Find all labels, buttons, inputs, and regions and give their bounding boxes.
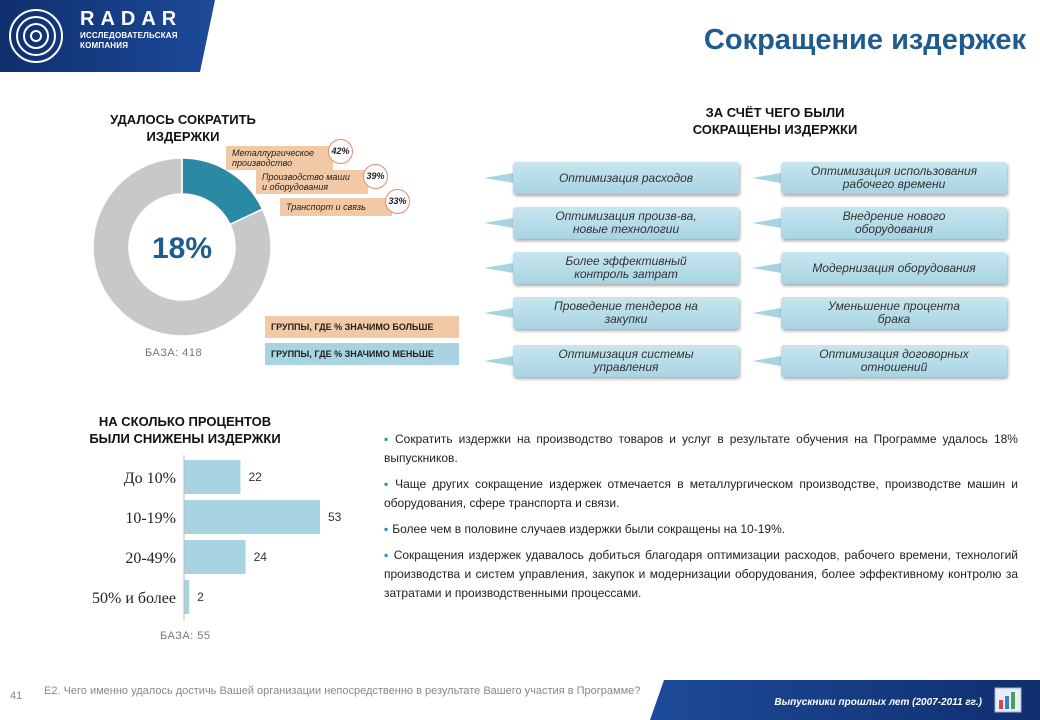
reason-line: Уменьшение процента [828, 299, 960, 313]
reason-line: Оптимизация расходов [558, 170, 694, 185]
bars-title-line: НА СКОЛЬКО ПРОЦЕНТОВ [98, 414, 272, 429]
note-item: ▪ Сократить издержки на производство товаров и услуг в результате обучения на Программе удалось 18% выпускников. [384, 430, 1018, 468]
reason-line: Оптимизация произв-ва, [555, 209, 697, 223]
callout-label-line: и оборудования [262, 182, 329, 192]
donut-title-line: УДАЛОСЬ СОКРАТИТЬ [110, 112, 256, 127]
brand-subtitle: ИССЛЕДОВАТЕЛЬСКАЯ [80, 31, 178, 40]
bars-title-line: БЫЛИ СНИЖЕНЫ ИЗДЕРЖКИ [89, 431, 281, 446]
reason-text [555, 210, 696, 236]
reason-pointer [752, 308, 781, 318]
reason-box [781, 297, 1007, 329]
legend-more: ГРУППЫ, ГДЕ % ЗНАЧИМО БОЛЬШЕ [265, 316, 459, 338]
bar [184, 460, 240, 494]
donut-base: БАЗА: 418 [145, 347, 203, 359]
reason-pointer [484, 218, 513, 228]
reason-line: Модернизация оборудования [812, 260, 976, 275]
bar-category-label: 20-49% [125, 550, 176, 567]
callout-label-line: Транспорт и связь [286, 202, 366, 212]
reason-pointer [752, 173, 781, 183]
reasons-title [660, 104, 890, 138]
reason-text [812, 262, 975, 275]
callout-label [226, 146, 333, 170]
note-item: ▪ Сокращения издержек удавалось добиться благодаря оптимизации расходов, рабочего времени, технологий производства и систем управления, закупок и модернизации оборудования, более эффективному контролю за затратами и производственными процессами. [384, 546, 1018, 603]
reason-line: оборудования [854, 222, 934, 236]
reason-box [781, 207, 1007, 239]
page-number: 41 [10, 690, 23, 702]
donut-center-label: 18% [151, 232, 213, 265]
reason-pointer [484, 356, 513, 366]
brand-subtitle: КОМПАНИЯ [80, 41, 129, 50]
reason-box [513, 345, 739, 377]
bar [184, 540, 246, 574]
reason-pointer [484, 263, 513, 273]
reason-pointer [484, 308, 513, 318]
callout-value: 33% [385, 189, 410, 214]
bar-category-label: 10-19% [125, 510, 176, 527]
callout-value: 42% [328, 139, 353, 164]
reason-line: Более эффективный [565, 254, 687, 268]
reason-line: рабочего времени [842, 177, 946, 191]
note-item: ▪ Чаще других сокращение издержек отмечается в металлургическом производстве, производстве машин и оборудования, сфере транспорта и связи. [384, 475, 1018, 513]
reason-box [513, 207, 739, 239]
reason-text [554, 300, 698, 326]
reason-box [781, 162, 1007, 194]
bars-title [70, 413, 300, 447]
note-item: ▪ Более чем в половине случаев издержки были сокращены на 10-19%. [384, 520, 1018, 539]
donut-title-line: ИЗДЕРЖКИ [146, 129, 220, 144]
reason-text [559, 172, 693, 185]
chart-icon [995, 688, 1021, 712]
page-title: Сокращение издержек [703, 24, 1026, 56]
reason-line: Оптимизация системы [558, 347, 694, 361]
bar-value-label: 2 [197, 590, 204, 604]
bars-base: БАЗА: 55 [160, 630, 211, 642]
notes-list [384, 430, 1018, 610]
bar-value-label: 53 [328, 510, 342, 524]
callout-label-line: производство [232, 158, 293, 168]
footer-label: Выпускники прошлых лет (2007-2011 гг.) [774, 697, 982, 708]
reason-line: закупки [604, 312, 648, 326]
reason-pointer [484, 173, 513, 183]
callout-label [256, 170, 368, 194]
reason-line: отношений [860, 360, 928, 374]
reason-text [565, 255, 686, 281]
bar-value-label: 22 [248, 470, 262, 484]
reason-line: Проведение тендеров на [554, 299, 698, 313]
reason-box [513, 162, 739, 194]
reason-pointer [752, 263, 781, 273]
reason-pointer [752, 218, 781, 228]
brand-name: RADAR [80, 8, 183, 30]
bar [184, 500, 320, 534]
reason-box [781, 252, 1007, 284]
bar-value-label: 24 [253, 550, 267, 564]
callout-label [280, 198, 392, 216]
bar-category-label: 50% и более [91, 590, 176, 607]
legend-less: ГРУППЫ, ГДЕ % ЗНАЧИМО МЕНЬШЕ [265, 343, 459, 365]
reason-box [513, 252, 739, 284]
bar-category-label: До 10% [123, 470, 176, 487]
brand-text [80, 8, 182, 51]
reason-text [843, 210, 946, 236]
reason-pointer [752, 356, 781, 366]
reason-text [819, 348, 968, 374]
reason-line: новые технологии [572, 222, 680, 236]
reason-text [811, 165, 977, 191]
reason-line: брака [877, 312, 911, 326]
reason-line: управления [593, 360, 659, 374]
reason-line: Внедрение нового [842, 209, 946, 223]
donut-title [88, 111, 278, 145]
reasons-title-line: ЗА СЧЁТ ЧЕГО БЫЛИ [705, 105, 845, 120]
reason-line: контроль затрат [574, 267, 678, 281]
bar [184, 580, 189, 614]
reason-line: Оптимизация договорных [819, 347, 969, 361]
question-text: Е2. Чего именно удалось достичь Вашей организации непосредственно в результате Вашего участия в Программе? [44, 685, 641, 697]
reason-text [558, 348, 693, 374]
reason-line: Оптимизация использования [810, 164, 978, 178]
reason-box [513, 297, 739, 329]
callout-value: 39% [363, 164, 388, 189]
callout-label-line: Производство маши [262, 172, 350, 182]
donut-chart [80, 150, 280, 340]
reason-box [781, 345, 1007, 377]
callout-label-line: Металлургическое [232, 148, 315, 158]
bar-chart [60, 455, 360, 625]
reason-text [828, 300, 960, 326]
reasons-title-line: СОКРАЩЕНЫ ИЗДЕРЖКИ [692, 122, 858, 137]
